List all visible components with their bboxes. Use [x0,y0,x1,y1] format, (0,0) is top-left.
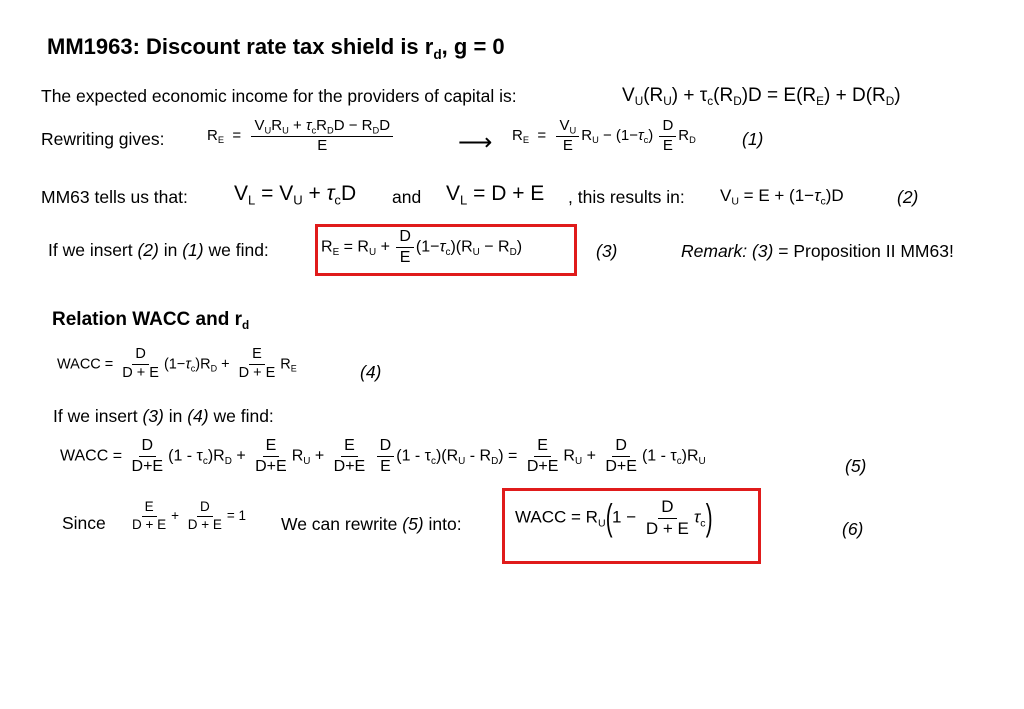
equation-vl-de: $V_L = D + E$ [446,182,545,208]
and-text: and [392,187,422,207]
income-equation: $V_U(R_U) + \tau_c(R_D)D = E(R_E) + D(R_D)$ [622,85,901,109]
equation-re-2: $R_E$ = $\frac{V_U}{E}$ $R_U - (1-\tau_c)$ $\frac{D}{E}$ $R_D$ [512,117,696,154]
equation-vl: $V_L = V_U + \tau_cD$ [234,182,357,208]
ref-4: (4) [360,362,382,382]
remark-text: Remark: (3) = Proposition II MM63! [681,241,954,261]
equation-4: WACC = $\frac{D}{D + E}$ $(1-\tau_c)R_D$ + $\frac{E}{D + E}$ $R_E$ [57,346,297,381]
rewriting-text: Rewriting gives: [41,129,165,149]
equation-5: WACC = $\frac{D}{D+E}$ $(1 - \tau_c)R_D$ + $\frac{E}{D+E}$ $R_U$ + $\frac{E}{D+E}$ $\frac{D}{E}$ $(1 - \tau_c)(R_U - R_D)$ = $\frac{E}{D+E}$ $R_U$ + $\frac{D}{D+E}$ $(1 - \tau_c)R_U$ [60,437,706,475]
mm63-text: MM63 tells us that: [41,187,188,207]
intro-text: The expected economic income for the providers of capital is: [41,86,517,106]
results-text: , this results in: [568,187,685,207]
slide-title: MM1963: Discount rate tax shield is $r_d$, g = 0 [47,34,505,62]
equation-3: $R_E = R_U$ + $\frac{D}{E}$ $(1-\tau_c)(R_U - R_D)$ [321,228,523,266]
ref-2: (2) [897,187,919,207]
equation-6: WACC = $R_U(1$ − $\frac{D}{D + E}$ $\tau_c$) [515,496,713,539]
equation-vu: $V_U = E + (1-\tau_c)D$ [720,186,844,208]
since-text: Since [62,513,106,533]
ref-1: (1) [742,129,764,149]
insert-2-in-1-text: If we insert (2) in (1) we find: [48,240,269,260]
rewrite-text: We can rewrite (5) into: [281,514,462,534]
ref-3: (3) [596,241,618,261]
ref-5: (5) [845,456,867,476]
ref-6: (6) [842,519,864,539]
insert-3-in-4-text: If we insert (3) in (4) we find: [53,406,274,426]
section-heading: Relation WACC and $r_d$ [52,309,250,333]
equation-sum-one: $\frac{E}{D + E}$ + $\frac{D}{D + E}$ = 1 [132,499,247,532]
equation-re-1: $R_E$ = $\frac{V_UR_U + \tau_cR_DD - R_DD}{E}$ [207,118,395,154]
arrow-icon: ⟶ [458,129,493,156]
